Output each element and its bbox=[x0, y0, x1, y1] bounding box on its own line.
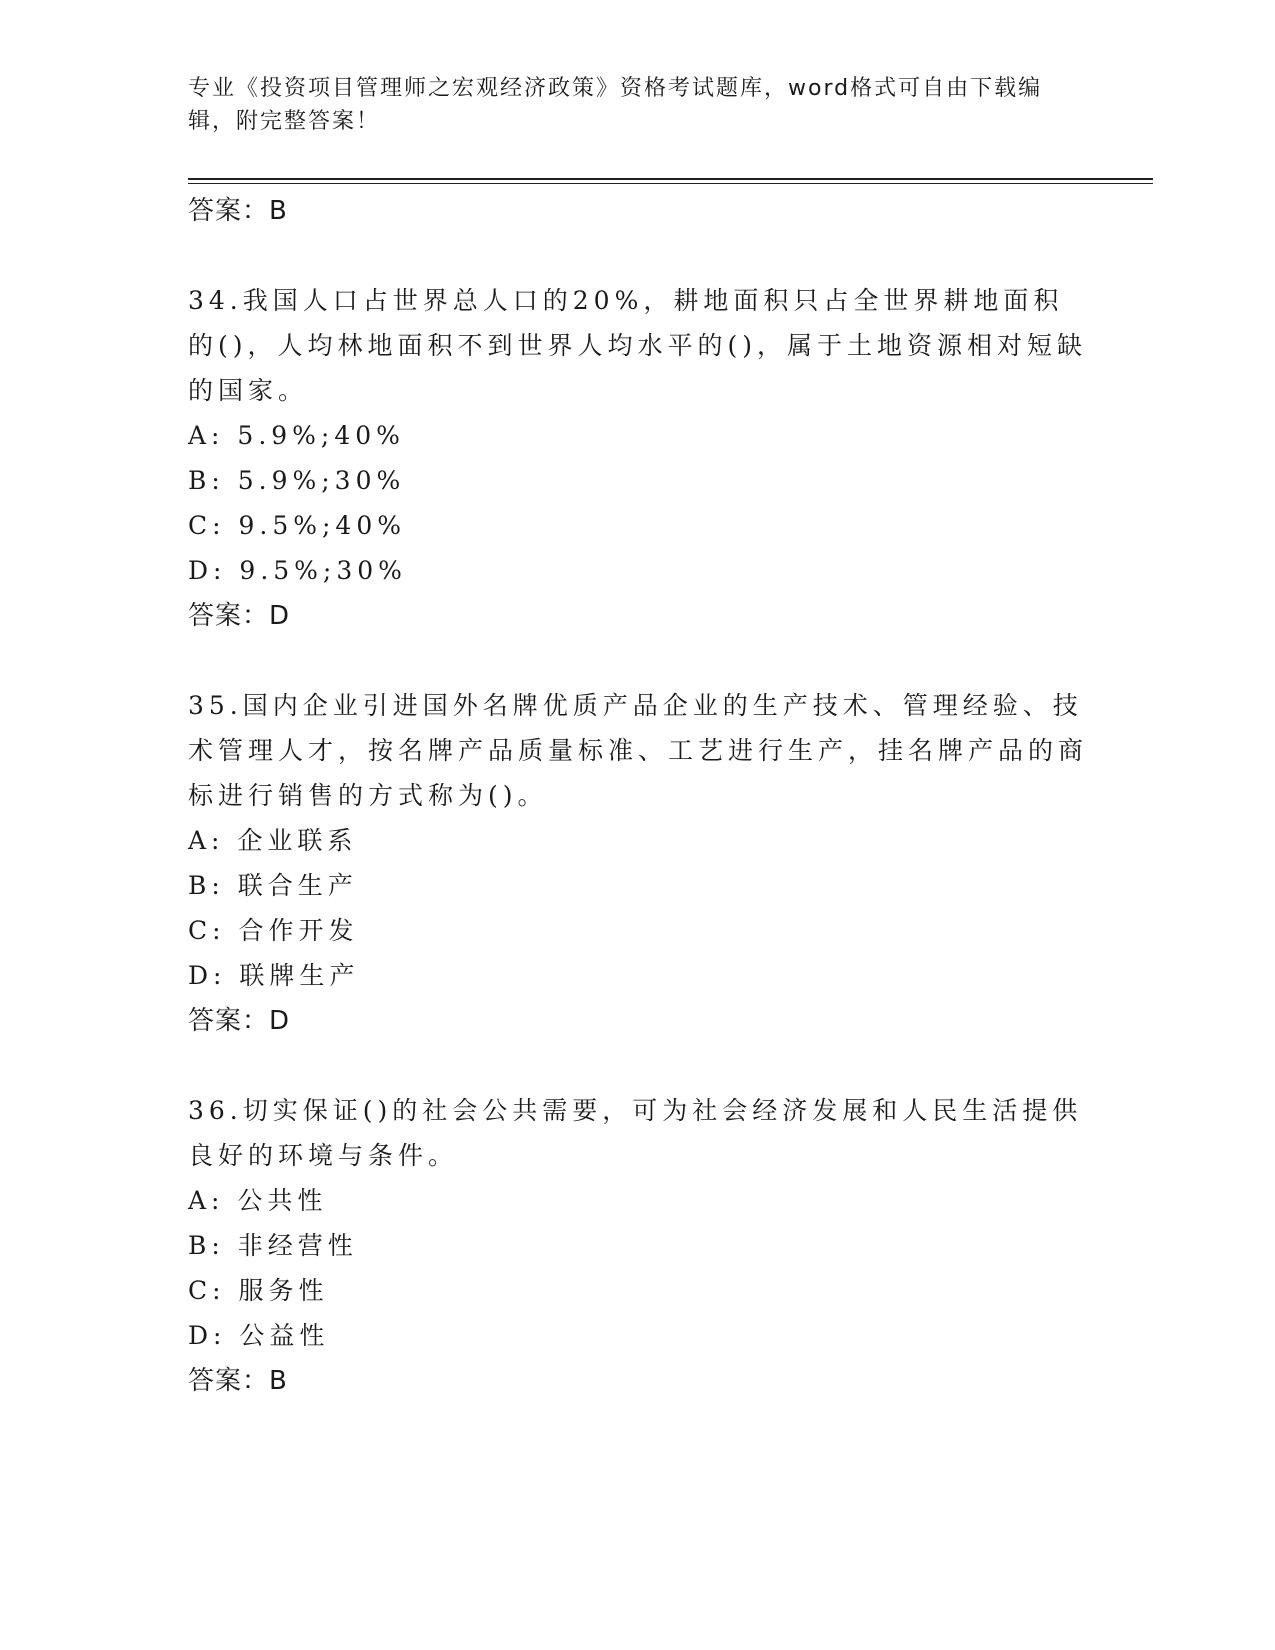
document-header: 专业《投资项目管理师之宏观经济政策》资格考试题库，word格式可自由下载编辑，附完整答案！ bbox=[188, 76, 1043, 134]
option-d: D: 9.5%;30% bbox=[188, 556, 407, 585]
header-rule-thick bbox=[188, 178, 1153, 180]
question-text: 35.国内企业引进国外名牌优质产品企业的生产技术、管理经验、技术管理人才，按名牌产品质量标准、工艺进行生产，挂名牌产品的商标进行销售的方式称为()。 bbox=[188, 691, 1089, 810]
previous-answer: 答案：B bbox=[188, 196, 288, 226]
option-c: C: 合作开发 bbox=[188, 916, 359, 945]
question-35 bbox=[188, 683, 1088, 1044]
header-rule-thin bbox=[188, 183, 1153, 184]
option-b: B: 5.9%;30% bbox=[188, 466, 406, 495]
option-a: A: 5.9%;40% bbox=[188, 421, 405, 450]
question-36 bbox=[188, 1088, 1088, 1404]
option-a: A: 企业联系 bbox=[188, 826, 358, 855]
question-text: 36.切实保证()的社会公共需要，可为社会经济发展和人民生活提供良好的环境与条件。 bbox=[188, 1096, 1083, 1170]
answer: 答案：B bbox=[188, 1366, 288, 1396]
option-b: B: 非经营性 bbox=[188, 1231, 358, 1260]
document-body bbox=[188, 188, 1088, 1404]
option-c: C: 服务性 bbox=[188, 1276, 329, 1305]
option-b: B: 联合生产 bbox=[188, 871, 358, 900]
option-d: D: 公益性 bbox=[188, 1321, 330, 1350]
option-a: A: 公共性 bbox=[188, 1186, 328, 1215]
option-c: C: 9.5%;40% bbox=[188, 511, 407, 540]
answer: 答案：D bbox=[188, 601, 291, 631]
option-d: D: 联牌生产 bbox=[188, 961, 360, 990]
question-text: 34.我国人口占世界总人口的20%，耕地面积只占全世界耕地面积的()，人均林地面积不到世界人均水平的()，属于土地资源相对短缺的国家。 bbox=[188, 286, 1088, 405]
question-34 bbox=[188, 278, 1088, 639]
answer: 答案：D bbox=[188, 1006, 291, 1036]
